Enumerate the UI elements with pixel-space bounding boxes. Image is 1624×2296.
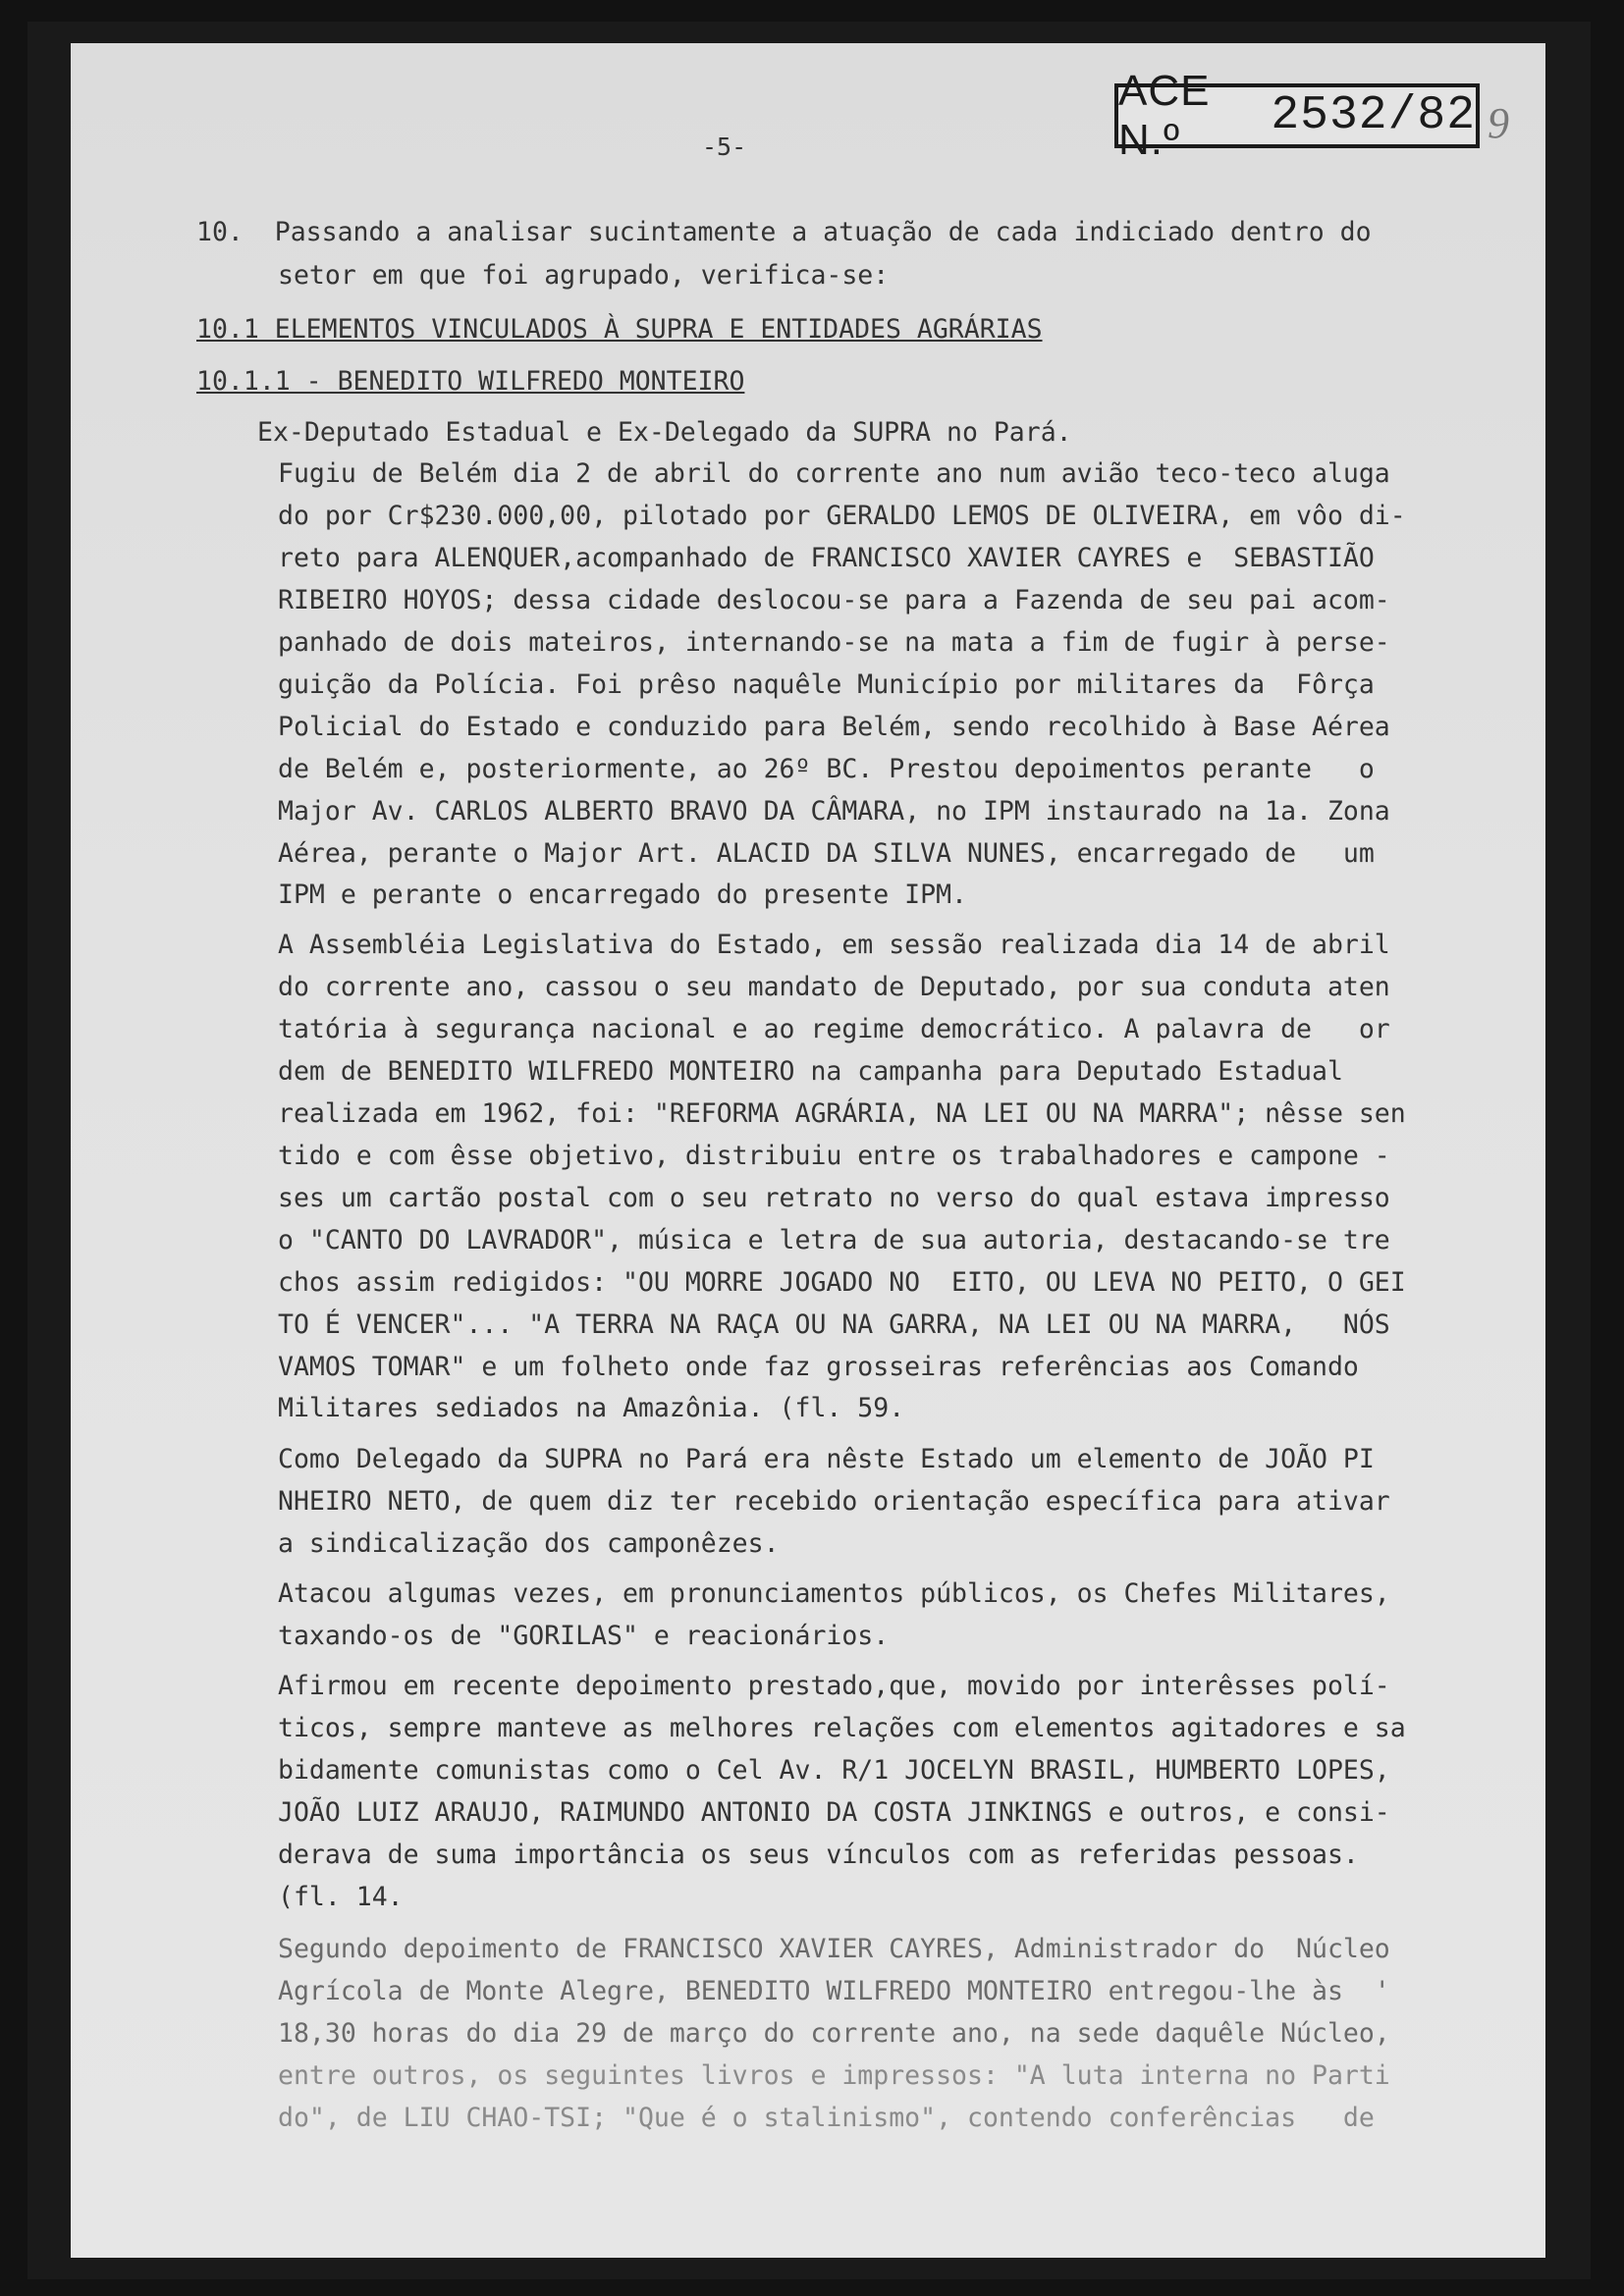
subsection-heading: 10.1.1 - BENEDITO WILFREDO MONTEIRO — [196, 366, 745, 397]
text-line: Segundo depoimento de FRANCISCO XAVIER CAYRES, Administrador do Núcleo — [278, 1934, 1390, 1964]
text-line: do", de LIU CHAO-TSI; "Que é o stalinismo", contendo conferências de — [278, 2103, 1375, 2133]
page-number: -5- — [702, 133, 747, 161]
text-line: reto para ALENQUER,acompanhado de FRANCISCO XAVIER CAYRES e SEBASTIÃO — [278, 543, 1375, 573]
text-line: Major Av. CARLOS ALBERTO BRAVO DA CÂMARA, no IPM instaurado na 1a. Zona — [278, 796, 1390, 827]
margin-page-mark: 9 — [1488, 99, 1509, 147]
text-line: tido e com êsse objetivo, distribuiu entre os trabalhadores e campone - — [278, 1141, 1390, 1171]
text-line: de Belém e, posteriormente, ao 26º BC. Prestou depoimentos perante o — [278, 754, 1375, 784]
ace-number-stamp — [1114, 67, 1480, 164]
text-line: RIBEIRO HOYOS; dessa cidade deslocou-se para a Fazenda de seu pai acom- — [278, 585, 1390, 615]
text-line: ticos, sempre manteve as melhores relações com elementos agitadores e sa — [278, 1713, 1406, 1743]
text-line: Policial do Estado e conduzido para Belém, sendo recolhido à Base Aérea — [278, 712, 1390, 742]
text-line: derava de suma importância os seus vínculos com as referidas pessoas. — [278, 1840, 1359, 1870]
text-line: do corrente ano, cassou o seu mandato de Deputado, por sua conduta aten — [278, 972, 1390, 1002]
text-line: a sindicalização dos camponêzes. — [278, 1528, 780, 1559]
stamp-prefix: ACE N.º — [1118, 67, 1211, 164]
text-line: 10. Passando a analisar sucintamente a atuação de cada indiciado dentro do — [196, 217, 1372, 247]
text-line: Como Delegado da SUPRA no Pará era nêste Estado um elemento de JOÃO PI — [278, 1444, 1375, 1474]
text-line: 18,30 horas do dia 29 de março do corrente ano, na sede daquêle Núcleo, — [278, 2018, 1390, 2049]
text-line: VAMOS TOMAR" e um folheto onde faz grosseiras referências aos Comando — [278, 1352, 1359, 1382]
text-line: realizada em 1962, foi: "REFORMA AGRÁRIA, NA LEI OU NA MARRA"; nêsse sen — [278, 1098, 1406, 1129]
text-line: entre outros, os seguintes livros e impressos: "A luta interna no Parti — [278, 2060, 1390, 2091]
text-line: ses um cartão postal com o seu retrato no verso do qual estava impresso — [278, 1183, 1390, 1213]
text-line: o "CANTO DO LAVRADOR", música e letra de sua autoria, destacando-se tre — [278, 1225, 1390, 1255]
text-line: Ex-Deputado Estadual e Ex-Delegado da SUPRA no Pará. — [257, 417, 1072, 448]
text-line: IPM e perante o encarregado do presente IPM. — [278, 880, 967, 910]
text-line: tatória à segurança nacional e ao regime democrático. A palavra de or — [278, 1014, 1390, 1044]
text-line: chos assim redigidos: "OU MORRE JOGADO NO EITO, OU LEVA NO PEITO, O GEI — [278, 1267, 1406, 1298]
text-line: A Assembléia Legislativa do Estado, em sessão realizada dia 14 de abril — [278, 930, 1390, 960]
text-line: panhado de dois mateiros, internando-se na mata a fim de fugir à perse- — [278, 627, 1390, 658]
text-line: (fl. 14. — [278, 1882, 404, 1912]
text-line: Fugiu de Belém dia 2 de abril do corrente ano num avião teco-teco aluga — [278, 458, 1390, 489]
text-line: Agrícola de Monte Alegre, BENEDITO WILFREDO MONTEIRO entregou-lhe às ' — [278, 1976, 1390, 2006]
text-line: Afirmou em recente depoimento prestado,que, movido por interêsses polí- — [278, 1671, 1390, 1701]
text-line: setor em que foi agrupado, verifica-se: — [278, 260, 890, 291]
text-line: Atacou algumas vezes, em pronunciamentos públicos, os Chefes Militares, — [278, 1578, 1390, 1609]
text-line: Aérea, perante o Major Art. ALACID DA SILVA NUNES, encarregado de um — [278, 838, 1375, 869]
text-line: bidamente comunistas como o Cel Av. R/1 JOCELYN BRASIL, HUMBERTO LOPES, — [278, 1755, 1390, 1786]
text-line: dem de BENEDITO WILFREDO MONTEIRO na campanha para Deputado Estadual — [278, 1056, 1343, 1087]
text-line: do por Cr$230.000,00, pilotado por GERALDO LEMOS DE OLIVEIRA, em vôo di- — [278, 501, 1406, 531]
text-line: TO É VENCER"... "A TERRA NA RAÇA OU NA GARRA, NA LEI OU NA MARRA, NÓS — [278, 1309, 1390, 1340]
stamp-number: 2532/82 — [1271, 89, 1476, 142]
text-line: Militares sediados na Amazônia. (fl. 59. — [278, 1393, 905, 1423]
section-heading: 10.1 ELEMENTOS VINCULADOS À SUPRA E ENTIDADES AGRÁRIAS — [196, 314, 1043, 345]
text-line: guição da Polícia. Foi prêso naquêle Município por militares da Fôrça — [278, 669, 1375, 700]
text-line: taxando-os de "GORILAS" e reacionários. — [278, 1621, 890, 1651]
text-line: NHEIRO NETO, de quem diz ter recebido orientação específica para ativar — [278, 1486, 1390, 1517]
text-line: JOÃO LUIZ ARAUJO, RAIMUNDO ANTONIO DA COSTA JINKINGS e outros, e consi- — [278, 1797, 1390, 1828]
